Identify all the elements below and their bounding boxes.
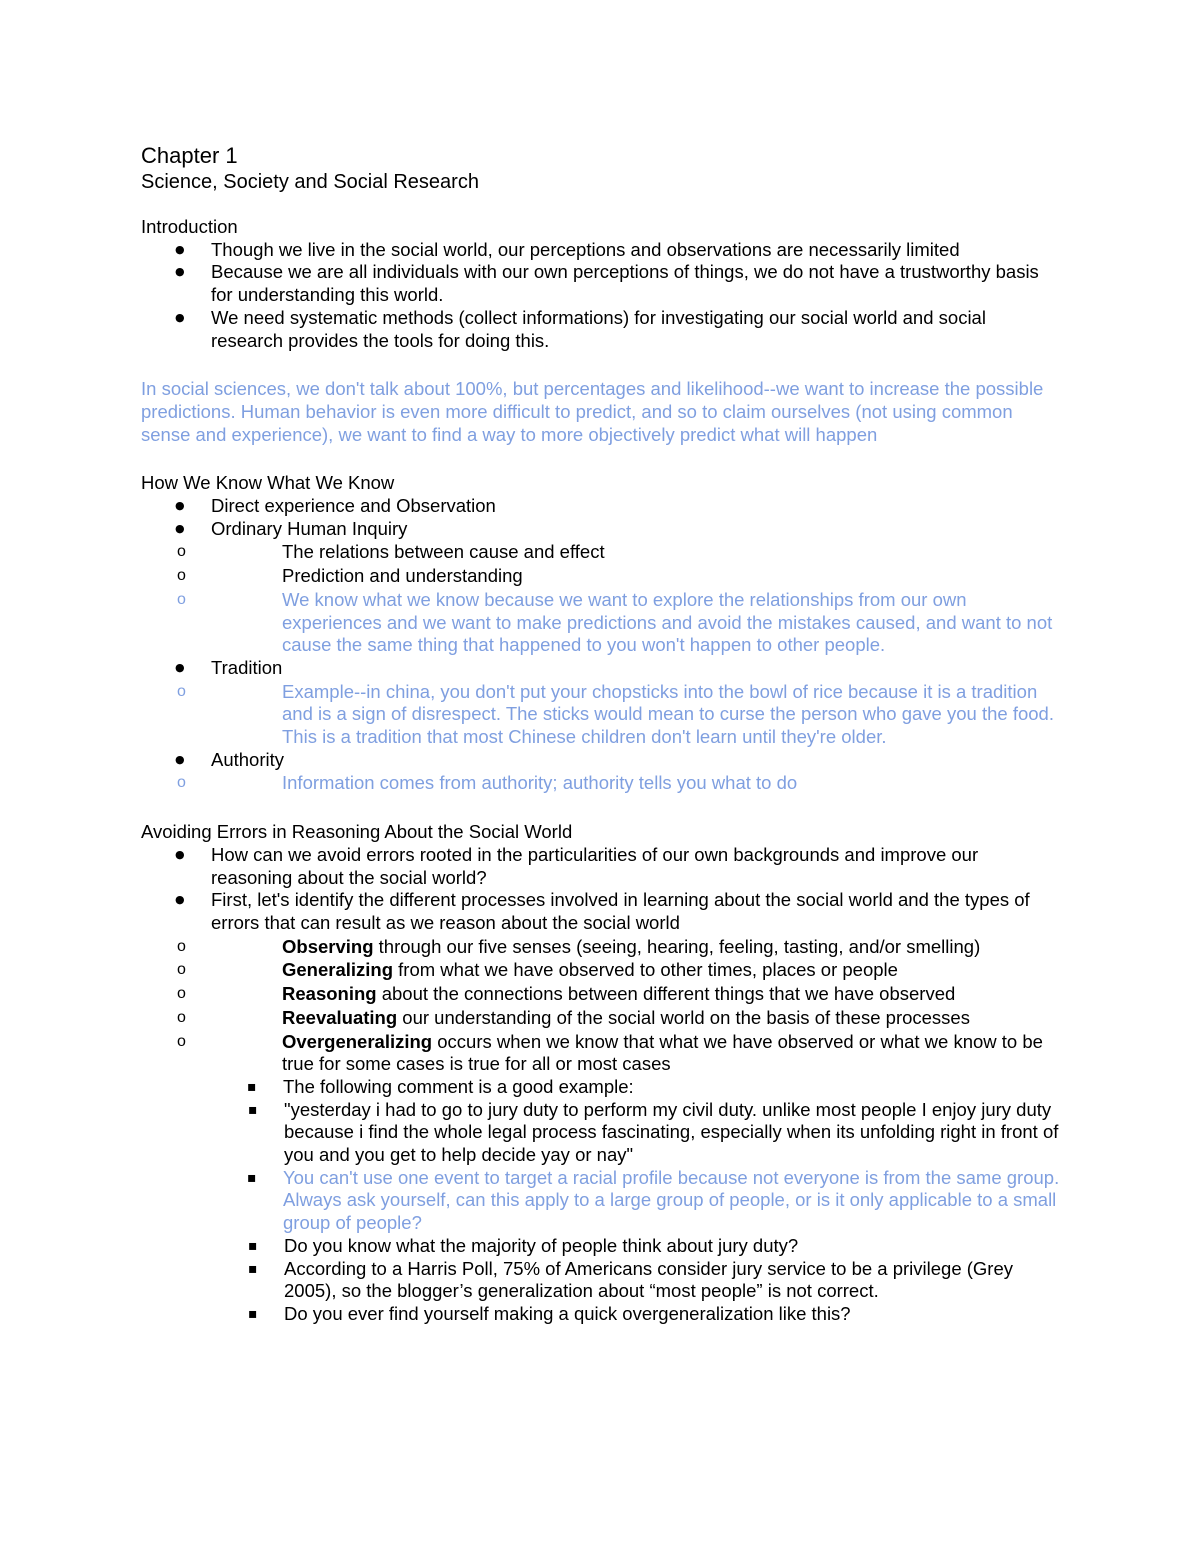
example-quote: ▪ "yesterday i had to go to jury duty to perform my civil duty. unlike most people I enjoy jury duty because i find the whole legal process fascinating, especially when its unfolding right in front of you and you get to help decide yay or nay" bbox=[213, 1099, 1060, 1167]
page-title: Chapter 1 bbox=[141, 143, 238, 168]
example-note: You can't use one event to target a racial profile because not everyone is from the same group. Always ask yourself, can this apply to a large group of people, or is it only applicable to a small group of people? bbox=[283, 1166, 1060, 1234]
process-item bbox=[141, 958, 1060, 982]
process-item bbox=[141, 935, 1060, 959]
question-list bbox=[213, 1235, 1060, 1326]
sublist-item-note: o Information comes from authority; authority tells you what to do bbox=[141, 771, 1060, 795]
process-description: through our five senses (seeing, hearing, feeling, tasting, and/or smelling) bbox=[373, 935, 981, 957]
process-term: Overgeneralizing bbox=[282, 1030, 433, 1052]
list-item: ● How can we avoid errors rooted in the particularities of our own backgrounds and improve our reasoning about the social world? bbox=[141, 844, 1060, 889]
introduction-list bbox=[141, 239, 1060, 353]
example-item bbox=[212, 1167, 1060, 1326]
process-term: Observing bbox=[282, 935, 374, 957]
spacer bbox=[141, 194, 1060, 216]
list-item: ● Though we live in the social world, our perceptions and observations are necessarily limited bbox=[141, 239, 1060, 262]
example-list bbox=[212, 1076, 1060, 1326]
question-item: ▪ According to a Harris Poll, 75% of Americans consider jury service to be a privilege (Grey 2005), so the blogger’s generalization about “most people” is not correct. bbox=[213, 1258, 1060, 1303]
list-item bbox=[141, 889, 1060, 1325]
sublist bbox=[141, 540, 1060, 657]
sublist-item-note: o Example--in china, you don't put your chopsticks into the bowl of rice because it is a tradition and is a sign of disrespect. The sticks would mean to curse the person who gave you the food. This is a tradition that most Chinese children don't learn until they're older. bbox=[141, 680, 1060, 749]
sublist bbox=[141, 680, 1060, 749]
spacer bbox=[141, 446, 1060, 472]
process-description: our understanding of the social world on the basis of these processes bbox=[397, 1006, 970, 1028]
sublist-item-note: o We know what we know because we want to explore the relationships from our own experiences and we want to make predictions and avoid the mistakes caused, and want to not cause the same thing that happened to you won't happen to other people. bbox=[141, 588, 1060, 657]
example-item bbox=[212, 1076, 1060, 1167]
list-item-label: First, let's identify the different processes involved in learning about the social world and the types of errors that can result as we reason about the social world bbox=[211, 889, 1030, 933]
process-term: Reasoning bbox=[282, 983, 377, 1005]
spacer bbox=[141, 352, 1060, 378]
list-item: ● Direct experience and Observation bbox=[141, 495, 1060, 518]
question-item: ▪ Do you ever find yourself making a quick overgeneralization like this? bbox=[213, 1303, 1060, 1326]
quote-list bbox=[213, 1099, 1060, 1167]
section-heading-introduction: Introduction bbox=[141, 216, 238, 237]
process-description: from what we have observed to other times, places or people bbox=[393, 959, 898, 981]
sublist bbox=[141, 771, 1060, 795]
section-heading-avoiding-errors: Avoiding Errors in Reasoning About the Social World bbox=[141, 821, 573, 843]
list-item bbox=[141, 657, 1060, 749]
list-item bbox=[141, 518, 1060, 657]
page-subtitle: Science, Society and Social Research bbox=[141, 171, 479, 193]
avoiding-errors-list bbox=[141, 844, 1060, 1326]
sublist-item: o The relations between cause and effect bbox=[141, 540, 1060, 564]
process-item bbox=[141, 1030, 1060, 1326]
process-item bbox=[141, 982, 1060, 1006]
process-description: about the connections between different things that we have observed bbox=[376, 983, 956, 1005]
process-term: Reevaluating bbox=[282, 1006, 398, 1028]
list-item: ● Because we are all individuals with our own perceptions of things, we do not have a trustworthy basis for understanding this world. bbox=[141, 261, 1060, 306]
list-item-label: Ordinary Human Inquiry bbox=[211, 517, 408, 539]
list-item: ● We need systematic methods (collect informations) for investigating our social world and social research provides the tools for doing this. bbox=[141, 307, 1060, 352]
question-item: ▪ Do you know what the majority of people think about jury duty? bbox=[213, 1235, 1060, 1258]
process-term: Generalizing bbox=[282, 959, 394, 981]
how-we-know-list bbox=[141, 495, 1060, 795]
process-description: occurs when we know that what we have observed or what we know to be true for some cases is true for all or most cases bbox=[282, 1030, 1043, 1075]
list-item bbox=[141, 749, 1060, 795]
example-intro: The following comment is a good example: bbox=[283, 1075, 634, 1097]
process-item bbox=[141, 1006, 1060, 1030]
process-list bbox=[141, 935, 1060, 1326]
introduction-note: In social sciences, we don't talk about 100%, but percentages and likelihood--we want to increase the possible predictions. Human behavior is even more difficult to predict, and so to claim ourselves (not using common sense and experience), we want to find a way to more objectively predict what will happen bbox=[141, 378, 1044, 445]
section-heading-how-we-know: How We Know What We Know bbox=[141, 472, 395, 494]
list-item-label: Authority bbox=[211, 748, 285, 770]
list-item-label: Tradition bbox=[211, 656, 283, 678]
spacer bbox=[141, 795, 1060, 821]
sublist-item: o Prediction and understanding bbox=[141, 564, 1060, 588]
